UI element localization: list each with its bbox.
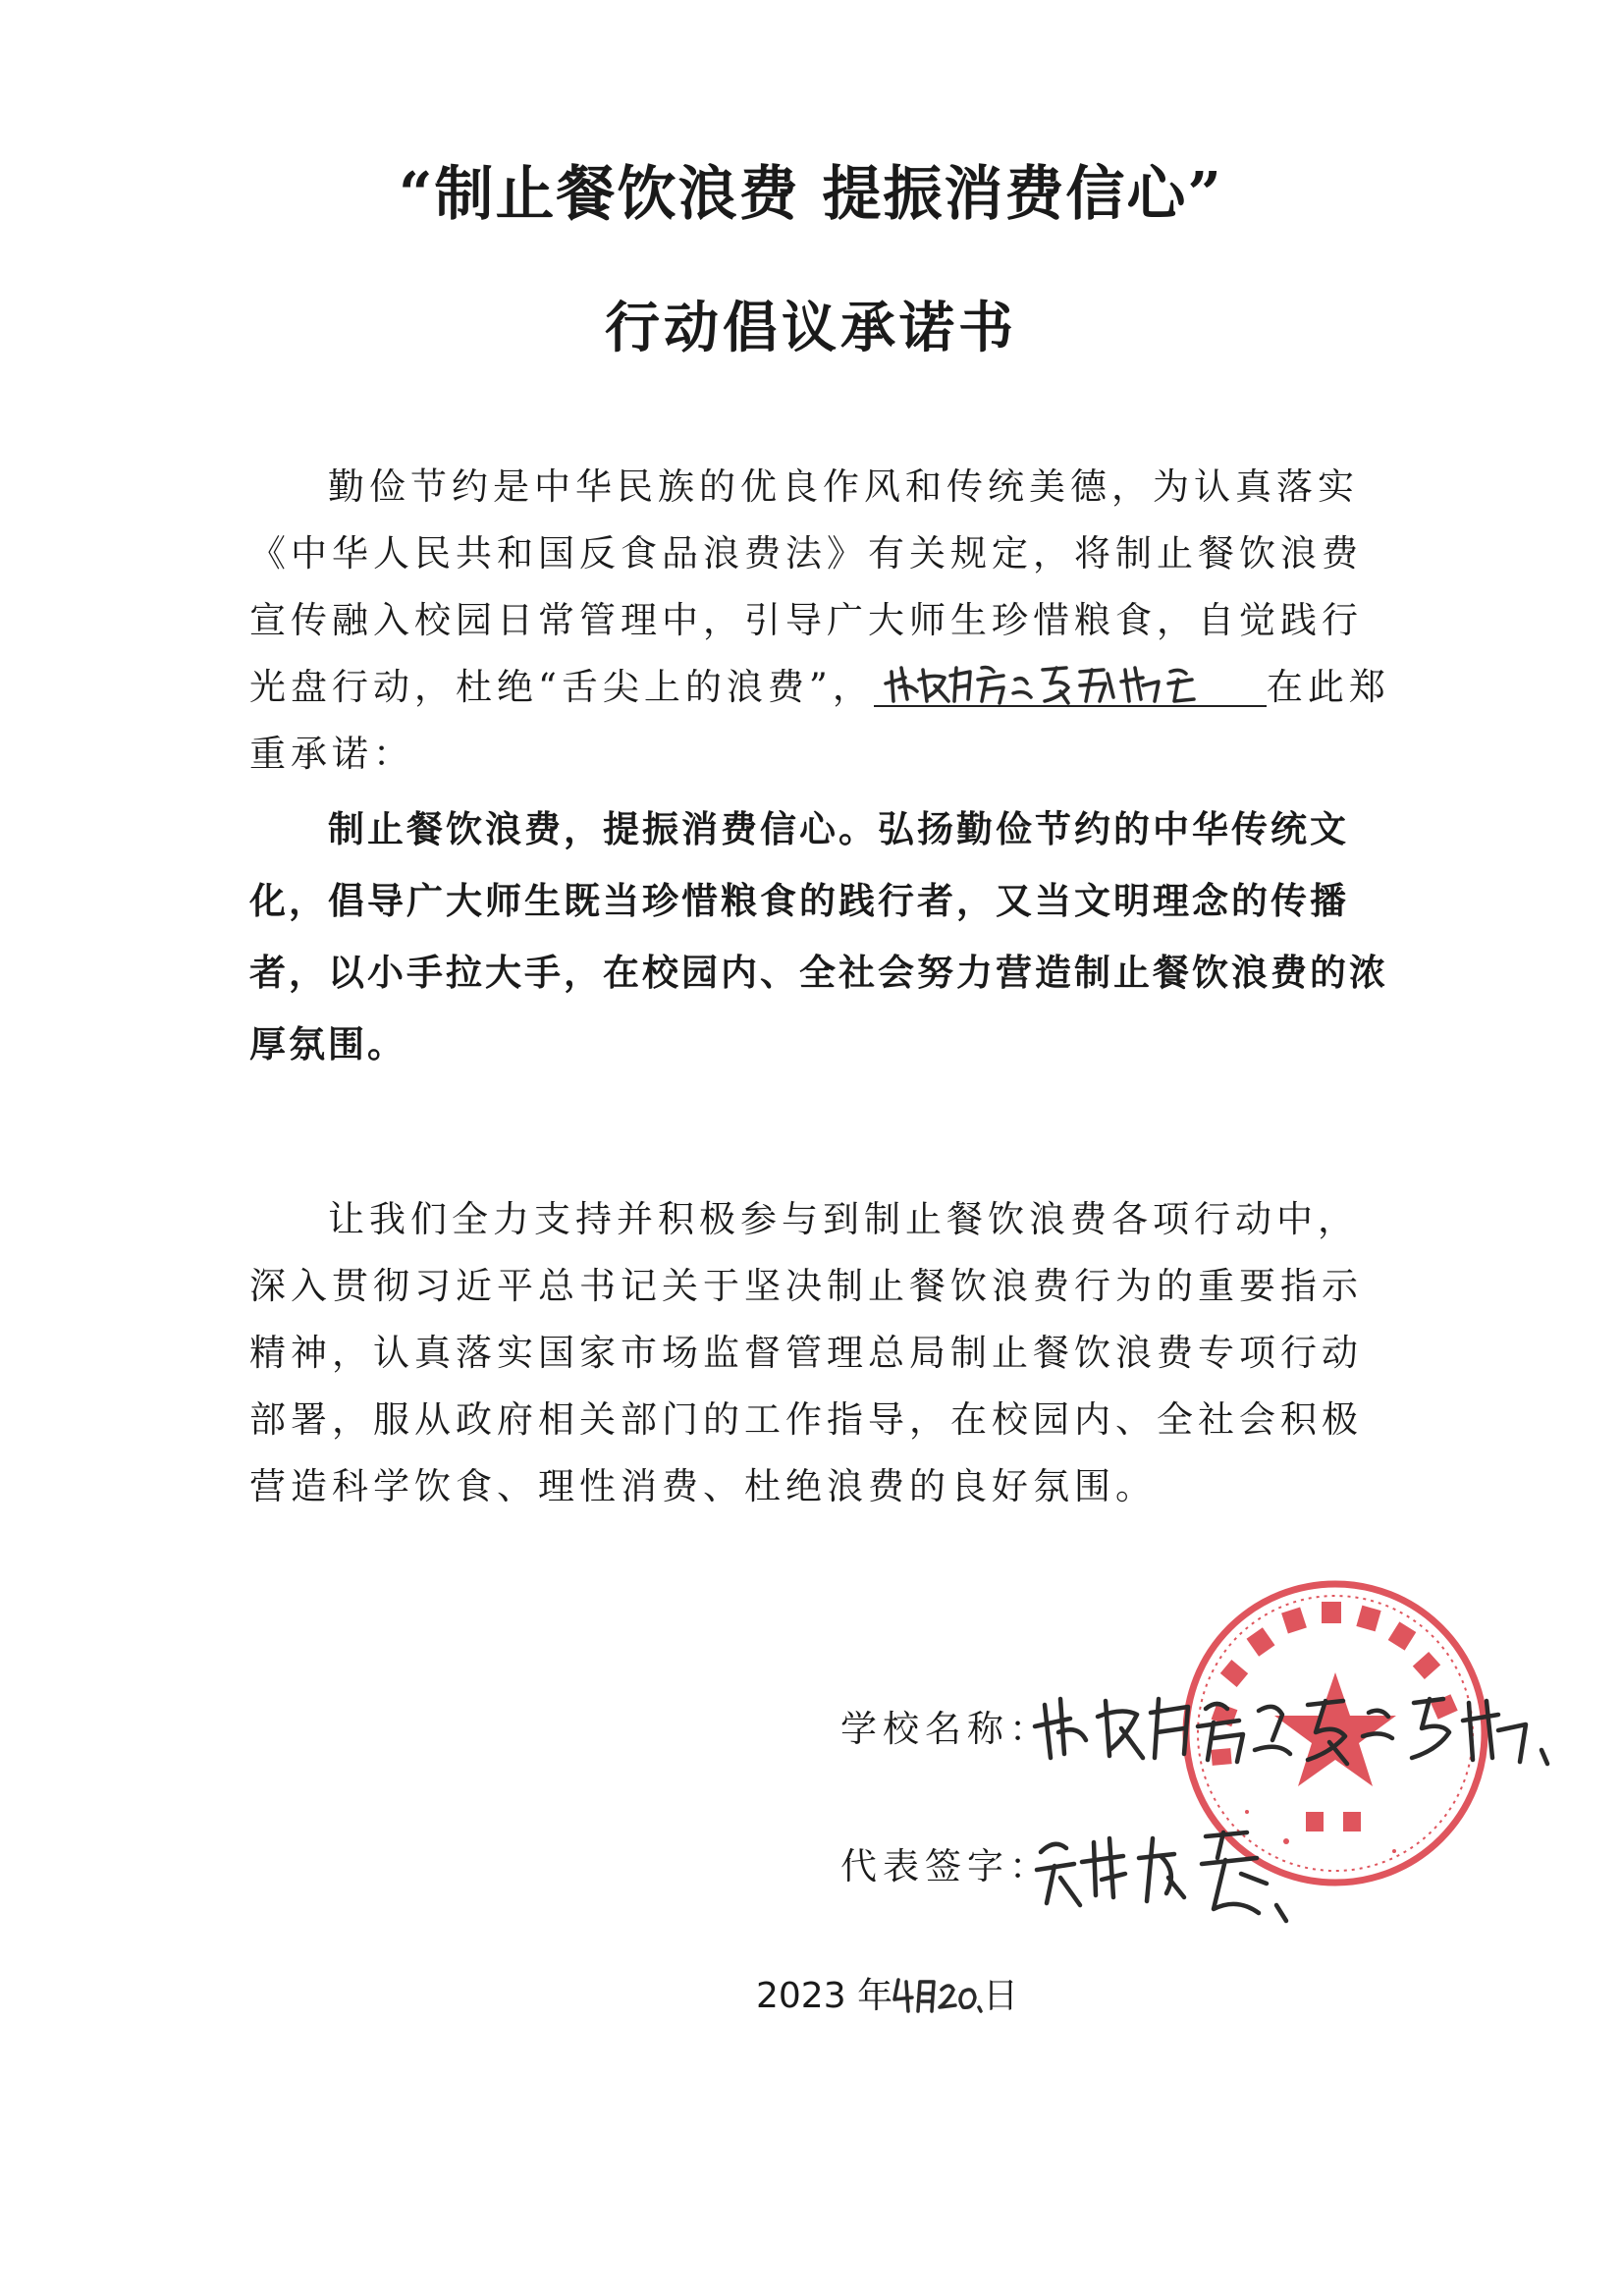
year-char: 年 <box>857 1976 893 2016</box>
date-year: 2023 <box>756 1976 846 2016</box>
closing-paragraph: 让我们全力支持并积极参与到制止餐饮浪费各项行动中，深入贯彻习近平总书记关于坚决制止餐饮浪费行为的重要指示精神，认真落实国家市场监督管理总局制止餐饮浪费专项行动部署，服从政府相关部门的工作指导，在校园内、全社会积极营造科学饮食、理性消费、杜绝浪费的良好氛围。 <box>249 1198 1363 1507</box>
date-line <box>756 1968 1018 2018</box>
school-name-handwriting-mark <box>884 658 1257 709</box>
intro-paragraph <box>249 454 1398 788</box>
school-name-signature <box>1031 1681 1581 1770</box>
school-name-label: 学校名称： <box>840 1708 1052 1750</box>
document-title: “制止餐饮浪费 提振消费信心” <box>399 160 1223 229</box>
intro-text-after: 在此郑重承诺： <box>249 666 1390 775</box>
school-name-handwritten <box>874 664 1267 707</box>
pledge-paragraph: 制止餐饮浪费，提振消费信心。弘扬勤俭节约的中华传统文化，倡导广大师生既当珍惜粮食的践行者，又当文明理念的传播者，以小手拉大手，在校园内、全社会努力营造制止餐饮浪费的浓厚氛围。 <box>249 808 1388 1066</box>
day-char: 日 <box>983 1976 1019 2016</box>
representative-signature <box>1031 1819 1325 1927</box>
date-handwritten-month-day <box>892 1972 983 2017</box>
document-subtitle: 行动倡议承诺书 <box>605 296 1017 360</box>
intro-text: 勤俭节约是中华民族的优良作风和传统美德，为认真落实《中华人民共和国反食品浪费法》有关规定，将制止餐饮浪费宣传融入校园日常管理中，引导广大师生珍惜粮食，自觉践行光盘行动，杜绝“舌尖上的浪费”， <box>249 465 1363 708</box>
representative-label: 代表签字： <box>840 1845 1052 1887</box>
